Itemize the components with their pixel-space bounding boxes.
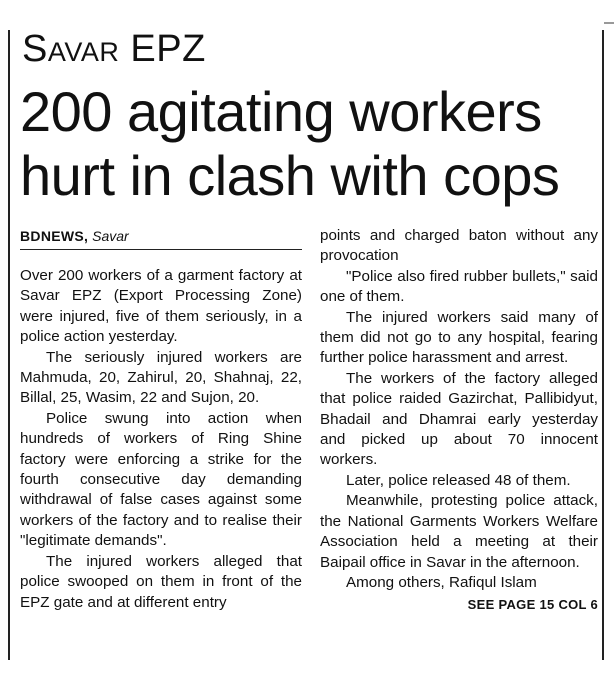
paragraph: The injured workers alleged that police swooped on them in front of the EPZ gate and at different entry [20,552,302,611]
right-column [320,226,598,615]
paragraph: Among others, Rafiqul Islam [346,573,537,591]
byline-location: Savar [92,228,129,244]
paragraph: Police swung into action when hundreds of workers of Ring Shine factory were enforcing a strike for the fourth consecutive day demanding withdrawal of false cases against some workers of the factory and to realise their "legitimate demands". [20,409,302,550]
left-column [20,226,302,613]
paragraph-continued: points and charged baton without any provocation [320,227,598,265]
paragraph: The injured workers said many of them did not go to any hospital, fearing further police harassment and arrest. [320,308,598,367]
paragraph: Later, police released 48 of them. [346,471,571,489]
paragraph: "Police also fired rubber bullets," said one of them. [320,267,598,306]
byline [20,226,302,250]
left-rule [8,30,10,660]
byline-agency: BDNEWS, [20,228,89,244]
paragraph: The workers of the factory alleged that police raided Gazirchat, Pallibidyut, Bhadail and Dhamrai early yesterday and picked up about 70 innocent workers. [320,369,598,469]
right-rule [602,30,604,660]
kicker: Savar EPZ [22,28,206,70]
paragraph-lead: Over 200 workers of a garment factory at Savar EPZ (Export Processing Zone) were injured, five of them seriously, in a police action yesterday. [20,267,302,346]
paragraph: Meanwhile, protesting police attack, the National Garments Workers Welfare Association held a meeting at their Baipail office in Savar in the afternoon. [320,492,598,571]
corner-mark [604,22,614,24]
jump-line[interactable]: SEE PAGE 15 COL 6 [467,597,598,613]
paragraph: The seriously injured workers are Mahmuda, 20, Zahirul, 20, Shahnaj, 22, Billal, 25, Wasim, 22 and Sujon, 20. [20,348,302,407]
headline: 200 agitating workers hurt in clash with cops [20,80,560,207]
